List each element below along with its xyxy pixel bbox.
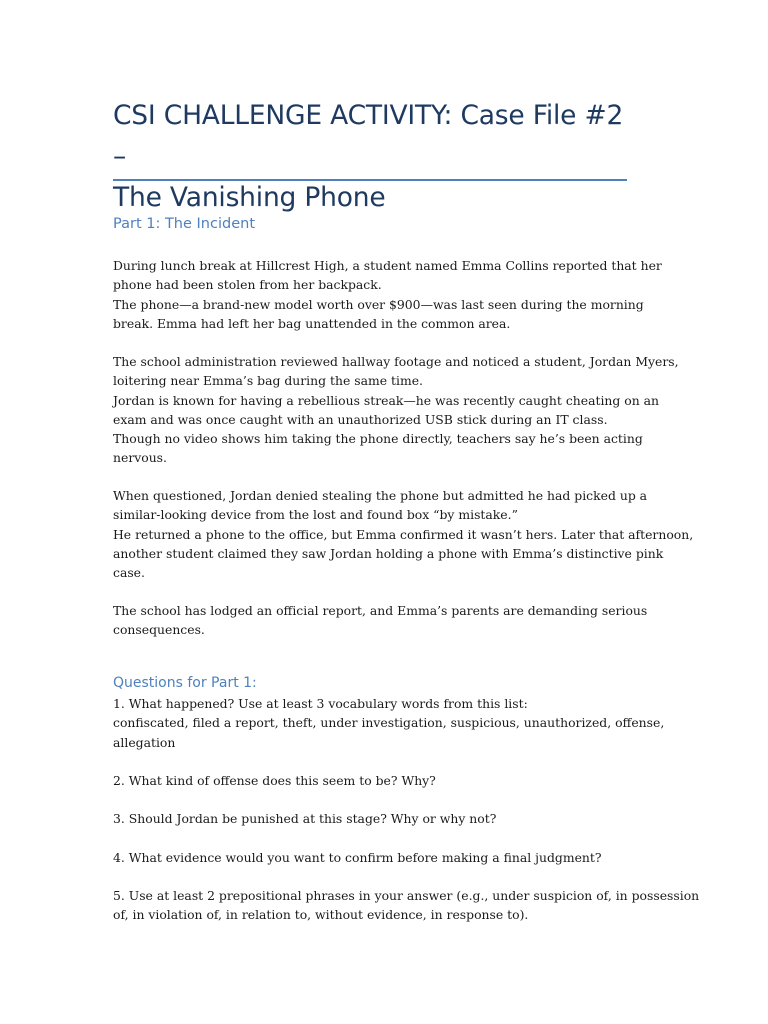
- text-line: break. Emma had left her bag unattended in the common area.: [113, 315, 511, 331]
- text-line: allegation: [113, 734, 176, 750]
- incident-paragraph: [113, 352, 679, 468]
- text-line: The school has lodged an official report, and Emma’s parents are demanding serious: [113, 603, 648, 618]
- text-line: another student claimed they saw Jordan holding a phone with Emma’s distinctive pink: [113, 545, 664, 561]
- question-item: [113, 771, 638, 790]
- question-item: [113, 848, 638, 867]
- text-line: case.: [113, 565, 145, 581]
- text-line: 2. What kind of offense does this seem to be? Why?: [113, 773, 436, 788]
- document-title-line: CSI CHALLENGE ACTIVITY: Case File #2 –: [113, 100, 624, 172]
- text-line: 4. What evidence would you want to confirm before making a final judgment?: [113, 850, 602, 865]
- incident-paragraph: [113, 486, 694, 582]
- question-item: [113, 886, 700, 925]
- document-title-line: The Vanishing Phone: [113, 182, 386, 213]
- document-title: [113, 95, 633, 218]
- question-item: [113, 809, 638, 828]
- title-divider: [113, 179, 627, 181]
- text-line: of, in violation of, in relation to, without evidence, in response to).: [113, 907, 529, 923]
- text-line: confiscated, filed a report, theft, under investigation, suspicious, unauthorized, offense,: [113, 715, 665, 731]
- questions-heading: Questions for Part 1:: [113, 675, 257, 691]
- text-line: phone had been stolen from her backpack.: [113, 277, 382, 293]
- text-line: nervous.: [113, 450, 167, 466]
- incident-paragraph: [113, 256, 662, 333]
- text-line: 1. What happened? Use at least 3 vocabulary words from this list:: [113, 696, 528, 711]
- text-line: Though no video shows him taking the phone directly, teachers say he’s been acting: [113, 431, 643, 447]
- text-line: similar-looking device from the lost and found box “by mistake.”: [113, 507, 518, 523]
- text-line: exam and was once caught with an unauthorized USB stick during an IT class.: [113, 411, 608, 427]
- text-line: When questioned, Jordan denied stealing the phone but admitted he had picked up a: [113, 488, 648, 503]
- text-line: Jordan is known for having a rebellious streak—he was recently caught cheating on an: [113, 392, 660, 408]
- text-line: consequences.: [113, 622, 205, 638]
- text-line: The school administration reviewed hallway footage and noticed a student, Jordan Myers,: [113, 354, 679, 369]
- question-item: [113, 694, 665, 752]
- text-line: 5. Use at least 2 prepositional phrases in your answer (e.g., under suspicion of, in possession: [113, 888, 700, 903]
- text-line: During lunch break at Hillcrest High, a student named Emma Collins reported that her: [113, 258, 662, 273]
- incident-paragraph: [113, 601, 648, 640]
- section-heading-part-1: Part 1: The Incident: [113, 216, 255, 232]
- text-line: He returned a phone to the office, but Emma confirmed it wasn’t hers. Later that afternoon,: [113, 526, 694, 542]
- text-line: loitering near Emma’s bag during the same time.: [113, 373, 423, 389]
- text-line: 3. Should Jordan be punished at this stage? Why or why not?: [113, 811, 497, 826]
- text-line: The phone—a brand-new model worth over $900—was last seen during the morning: [113, 296, 644, 312]
